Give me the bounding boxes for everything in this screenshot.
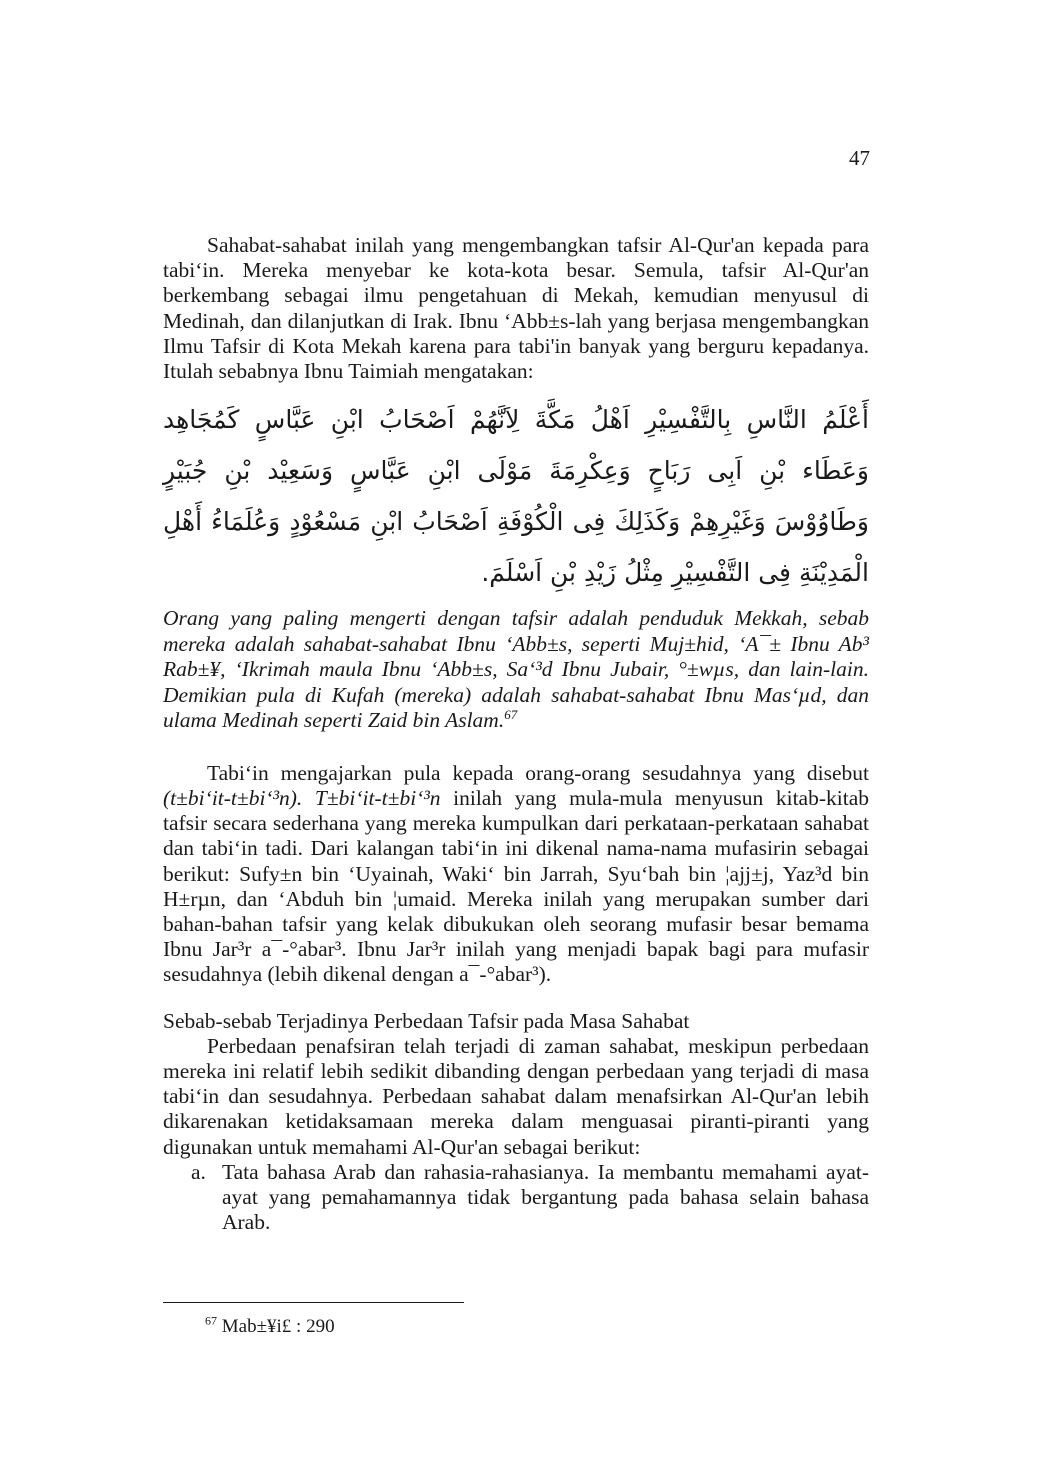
spacer	[163, 734, 869, 761]
section-heading: Sebab-sebab Terjadinya Perbedaan Tafsir pada Masa Sahabat	[163, 1008, 690, 1033]
quote-translation	[163, 606, 869, 734]
translation-text: Orang yang paling mengerti dengan tafsir adalah penduduk Mekkah, sebab mereka adalah sahabat-sahabat Ibnu ‘Abb±s, seperti Muj±hid, ‘A¯± Ibnu Ab³ Rab±¥, ‘Ikrimah maula Ibnu ‘Abb±s, Sa‘³d Ibnu Jubair, °±wµs, dan lain-lain. Demikian pula di Kufah (mereka) adalah sahabat-sahabat Ibnu Mas‘µd, dan ulama Medinah seperti Zaid bin Aslam.	[163, 606, 869, 733]
list-item	[191, 1160, 869, 1236]
page-number: 47	[849, 146, 870, 170]
footnote-divider	[163, 1302, 464, 1303]
footnote	[205, 1313, 335, 1338]
footnote-reference[interactable]: 67	[504, 707, 518, 723]
arabic-quote: أَعْلَمُ النَّاسِ بِالتَّفْسِيْرِ اَهْلُ مَكَّةَ لِاَنَّهُمْ اَصْحَابُ ابْنِ عَبَّاسٍ كَمُجَاهِد وَعَطَاء بْنِ اَبِى رَبَاحٍ وَعِكْرِمَةَ مَوْلَى ابْنِ عَبَّاسٍ وَسَعِيْد بْنِ جُبَيْرٍ وَطَاوُوْسَ وَغَيْرِهِمْ وَكَذَلِكَ فِى الْكُوْفَةِ اَصْحَابُ ابْنِ مَسْعُوْدٍ وَعُلَمَاءُ أَهْلِ الْمَدِيْنَةِ فِى التَّفْسِيْرِ مِثْلُ زَيْدِ بْنِ اَسْلَمَ.	[163, 405, 869, 588]
paragraph-tabiin	[163, 761, 869, 988]
paragraph-differences: Perbedaan penafsiran telah terjadi di zaman sahabat, meskipun perbedaan mereka ini relatif lebih sedikit dibanding dengan perbedaan yang terjadi di masa tabi‘in dan sesudahnya. Perbedaan sahabat dalam menafsirkan Al-Qur'an lebih dikarenakan ketidaksamaan mereka dalam menguasai piranti-piranti yang digunakan untuk memahami Al-Qur'an sebagai berikut:	[163, 1033, 869, 1159]
footnote-number: 67	[205, 1313, 217, 1328]
main-content	[163, 233, 869, 1235]
term-tabiit-tabiin: (t±bi‘it-t±bi‘³n). T±bi‘it-t±bi‘³n	[163, 785, 441, 810]
list-item-text: Tata bahasa Arab dan rahasia-rahasianya. Ia membantu memahami ayat-ayat yang pemahamannya tidak bergantung pada bahasa selain bahasa Arab.	[222, 1159, 869, 1235]
reasons-list	[163, 1160, 869, 1236]
list-marker: a.	[191, 1159, 206, 1184]
paragraph-tabiin-rest: inilah yang mula-mula menyusun kitab-kitab tafsir secara sederhana yang mereka kumpulkan dari perkataan-perkataan sahabat dan tabi‘in tadi. Dari kalangan tabi‘in ini dikenal nama-nama mufasirin sebagai berikut: Sufy±n bin ‘Uyainah, Waki‘ bin Jarrah, Syu‘bah bin ¦ajj±j, Yaz³d bin H±rµn, dan ‘Abduh bin ¦umaid. Mereka inilah yang merupakan sumber dari bahan-bahan tafsir yang kelak dibukukan oleh seorang mufasir besar bemama Ibnu Jar³r a¯-°abar³. Ibnu Jar³r inilah yang menjadi bapak bagi para mufasir sesudahnya (lebih dikenal dengan a¯-°abar³).	[163, 785, 869, 987]
footnote-text: Mab±¥i£ : 290	[221, 1316, 335, 1337]
paragraph-intro: Sahabat-sahabat inilah yang mengembangkan tafsir Al-Qur'an kepada para tabi‘in. Mereka menyebar ke kota-kota besar. Semula, tafsir Al-Qur'an berkembang sebagai ilmu pengetahuan di Mekah, kemudian menyusul di Medinah, dan dilanjutkan di Irak. Ibnu ‘Abb±s-lah yang berjasa mengembangkan Ilmu Tafsir di Kota Mekah karena para tabi'in banyak yang berguru kepadanya. Itulah sebabnya Ibnu Taimiah mengatakan:	[163, 233, 869, 384]
spacer	[163, 988, 869, 1009]
paragraph-tabiin-intro: Tabi‘in mengajarkan pula kepada orang-orang sesudahnya yang disebut	[207, 760, 869, 785]
